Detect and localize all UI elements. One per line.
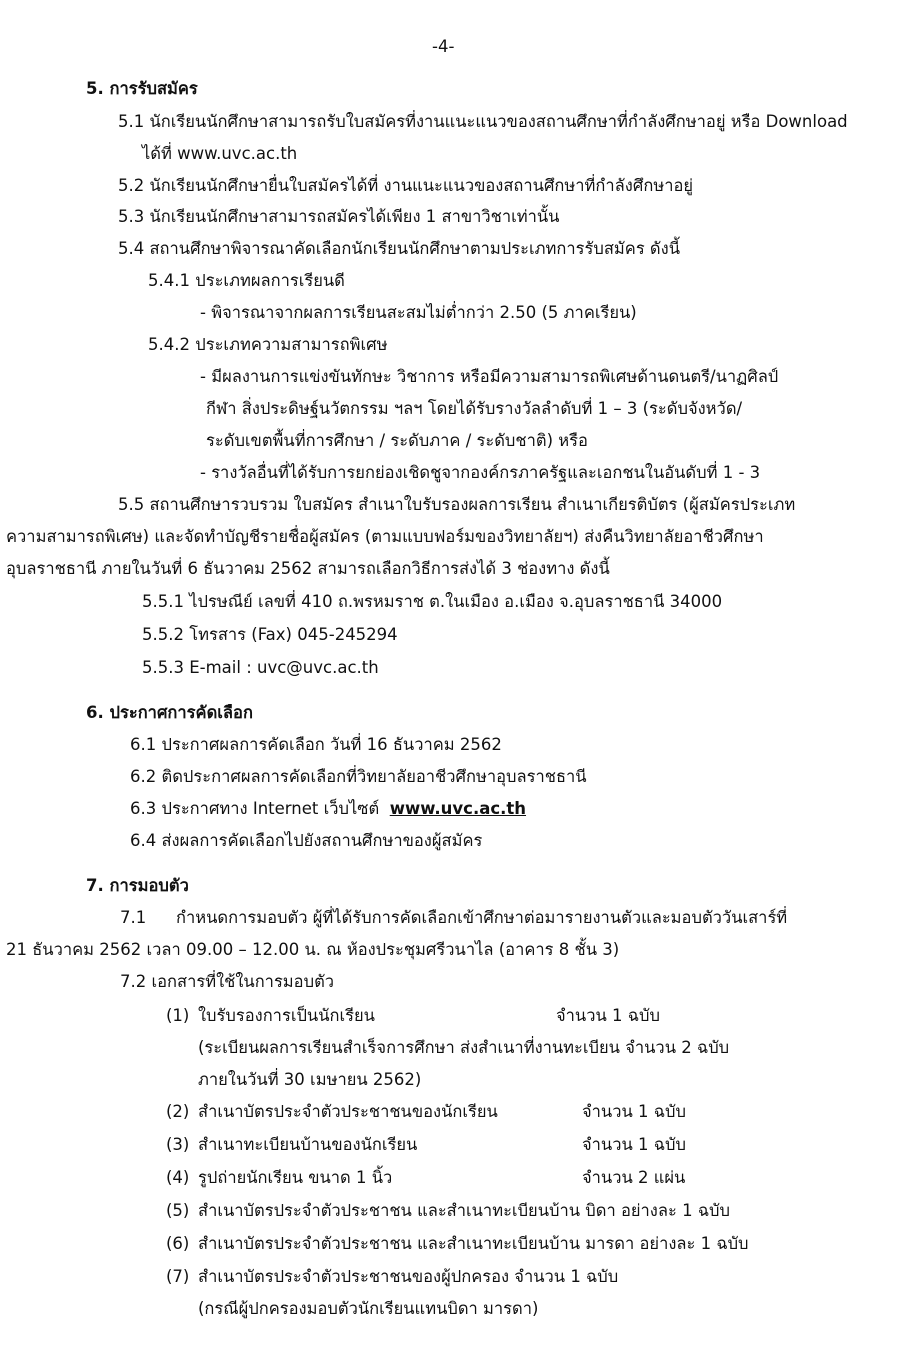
- s5-line-5-5-cont: ความสามารถพิเศษ) และจัดทำบัญชีรายชื่อผู้สมัคร (ตามแบบฟอร์มของวิทยาลัยฯ) ส่งคืนวิทยาลัยอาชีวศึกษา: [6, 527, 764, 546]
- s7-line-7-1-num: 7.1: [120, 908, 147, 927]
- doc-text: สำเนาบัตรประจำตัวประชาชน และสำเนาทะเบียนบ้าน มารดา อย่างละ 1 ฉบับ: [198, 1234, 749, 1253]
- s5-line-5-4-2-award: - รางวัลอื่นที่ได้รับการยกย่องเชิดชูจากองค์กรภาครัฐและเอกชนในอันดับที่ 1 - 3: [200, 463, 761, 482]
- doc-text: สำเนาบัตรประจำตัวประชาชน และสำเนาทะเบียนบ้าน บิดา อย่างละ 1 ฉบับ: [198, 1201, 731, 1220]
- s6-line-6-1: 6.1 ประกาศผลการคัดเลือก วันที่ 16 ธันวาคม 2562: [130, 735, 502, 754]
- s5-line-5-4-2-detail-cont2: ระดับเขตพื้นที่การศึกษา / ระดับภาค / ระดับชาติ) หรือ: [206, 431, 588, 450]
- s5-line-5-5-3: 5.5.3 E-mail : uvc@uvc.ac.th: [142, 658, 379, 677]
- s5-line-5-5-cont2: อุบลราชธานี ภายในวันที่ 6 ธันวาคม 2562 สามารถเลือกวิธีการส่งได้ 3 ช่องทาง ดังนี้: [6, 559, 610, 578]
- s5-line-5-4-2-detail-cont: กีฬา สิ่งประดิษฐ์นวัตกรรม ฯลฯ โดยได้รับรางวัลลำดับที่ 1 – 3 (ระดับจังหวัด/: [206, 399, 743, 418]
- s6-line-6-2: 6.2 ติดประกาศผลการคัดเลือกที่วิทยาลัยอาชีวศึกษาอุบลราชธานี: [130, 767, 587, 786]
- doc-num: (1): [166, 1006, 190, 1025]
- doc-text: สำเนาทะเบียนบ้านของนักเรียน: [198, 1135, 418, 1154]
- doc-num: (5): [166, 1201, 190, 1220]
- doc-qty: จำนวน 1 ฉบับ: [582, 1102, 686, 1121]
- doc-text: (กรณีผู้ปกครองมอบตัวนักเรียนแทนบิดา มารดา): [198, 1299, 539, 1318]
- doc-qty: จำนวน 1 ฉบับ: [556, 1006, 660, 1025]
- s5-line-5-5-2: 5.5.2 โทรสาร (Fax) 045-245294: [142, 625, 398, 644]
- s6-line-6-3-label: 6.3 ประกาศทาง Internet เว็บไซต์: [130, 799, 380, 818]
- s5-line-5-2: 5.2 นักเรียนนักศึกษายื่นใบสมัครได้ที่ งานแนะแนวของสถานศึกษาที่กำลังศึกษาอยู่: [118, 176, 694, 195]
- s5-line-5-1-cont: ได้ที่ www.uvc.ac.th: [142, 144, 298, 163]
- doc-text: (ระเบียนผลการเรียนสำเร็จการศึกษา ส่งสำเนาที่งานทะเบียน จำนวน 2 ฉบับ: [198, 1038, 730, 1057]
- s7-line-7-1-cont: 21 ธันวาคม 2562 เวลา 09.00 – 12.00 น. ณ ห้องประชุมศรีวนาไล (อาคาร 8 ชั้น 3): [6, 940, 620, 959]
- s5-line-5-4-2: 5.4.2 ประเภทความสามารถพิเศษ: [148, 335, 388, 354]
- section-7-heading: 7. การมอบตัว: [86, 876, 189, 895]
- doc-num: (4): [166, 1168, 190, 1187]
- s5-line-5-3: 5.3 นักเรียนนักศึกษาสามารถสมัครได้เพียง 1 สาขาวิชาเท่านั้น: [118, 207, 560, 226]
- doc-text: สำเนาบัตรประจำตัวประชาชนของนักเรียน: [198, 1102, 498, 1121]
- doc-num: (2): [166, 1102, 190, 1121]
- s7-line-7-2: 7.2 เอกสารที่ใช้ในการมอบตัว: [120, 972, 335, 991]
- doc-text: ภายในวันที่ 30 เมษายน 2562): [198, 1070, 422, 1089]
- s7-line-7-1: กำหนดการมอบตัว ผู้ที่ได้รับการคัดเลือกเข้าศึกษาต่อมารายงานตัวและมอบตัววันเสาร์ที่: [176, 908, 788, 927]
- s5-line-5-4-1: 5.4.1 ประเภทผลการเรียนดี: [148, 271, 345, 290]
- doc-num: (3): [166, 1135, 190, 1154]
- s6-line-6-3: [130, 798, 526, 820]
- s6-line-6-4: 6.4 ส่งผลการคัดเลือกไปยังสถานศึกษาของผู้สมัคร: [130, 831, 483, 850]
- s5-line-5-5-1: 5.5.1 ไปรษณีย์ เลขที่ 410 ถ.พรหมราช ต.ในเมือง อ.เมือง จ.อุบลราชธานี 34000: [142, 592, 723, 611]
- s5-line-5-1: 5.1 นักเรียนนักศึกษาสามารถรับใบสมัครที่งานแนะแนวของสถานศึกษาที่กำลังศึกษาอยู่ หรือ Download: [118, 112, 848, 131]
- doc-num: (7): [166, 1267, 190, 1286]
- s5-line-5-4: 5.4 สถานศึกษาพิจารณาคัดเลือกนักเรียนนักศึกษาตามประเภทการรับสมัคร ดังนี้: [118, 239, 680, 258]
- section-6-heading: 6. ประกาศการคัดเลือก: [86, 703, 253, 722]
- doc-text: ใบรับรองการเป็นนักเรียน: [198, 1006, 375, 1025]
- s5-line-5-4-1-detail: - พิจารณาจากผลการเรียนสะสมไม่ต่ำกว่า 2.50 (5 ภาคเรียน): [200, 303, 637, 322]
- doc-text: รูปถ่ายนักเรียน ขนาด 1 นิ้ว: [198, 1168, 393, 1187]
- doc-qty: จำนวน 2 แผ่น: [582, 1168, 686, 1187]
- doc-qty: จำนวน 1 ฉบับ: [582, 1135, 686, 1154]
- section-5-heading: 5. การรับสมัคร: [86, 79, 198, 98]
- page-number: -4-: [432, 37, 455, 56]
- s5-line-5-5: 5.5 สถานศึกษารวบรวม ใบสมัคร สำเนาใบรับรองผลการเรียน สำเนาเกียรติบัตร (ผู้สมัครประเภท: [118, 495, 796, 514]
- doc-text: สำเนาบัตรประจำตัวประชาชนของผู้ปกครอง จำนวน 1 ฉบับ: [198, 1267, 619, 1286]
- website-link[interactable]: www.uvc.ac.th: [389, 799, 527, 818]
- doc-num: (6): [166, 1234, 190, 1253]
- s5-line-5-4-2-detail: - มีผลงานการแข่งขันทักษะ วิชาการ หรือมีความสามารถพิเศษด้านดนตรี/นาฏศิลป์: [200, 367, 779, 386]
